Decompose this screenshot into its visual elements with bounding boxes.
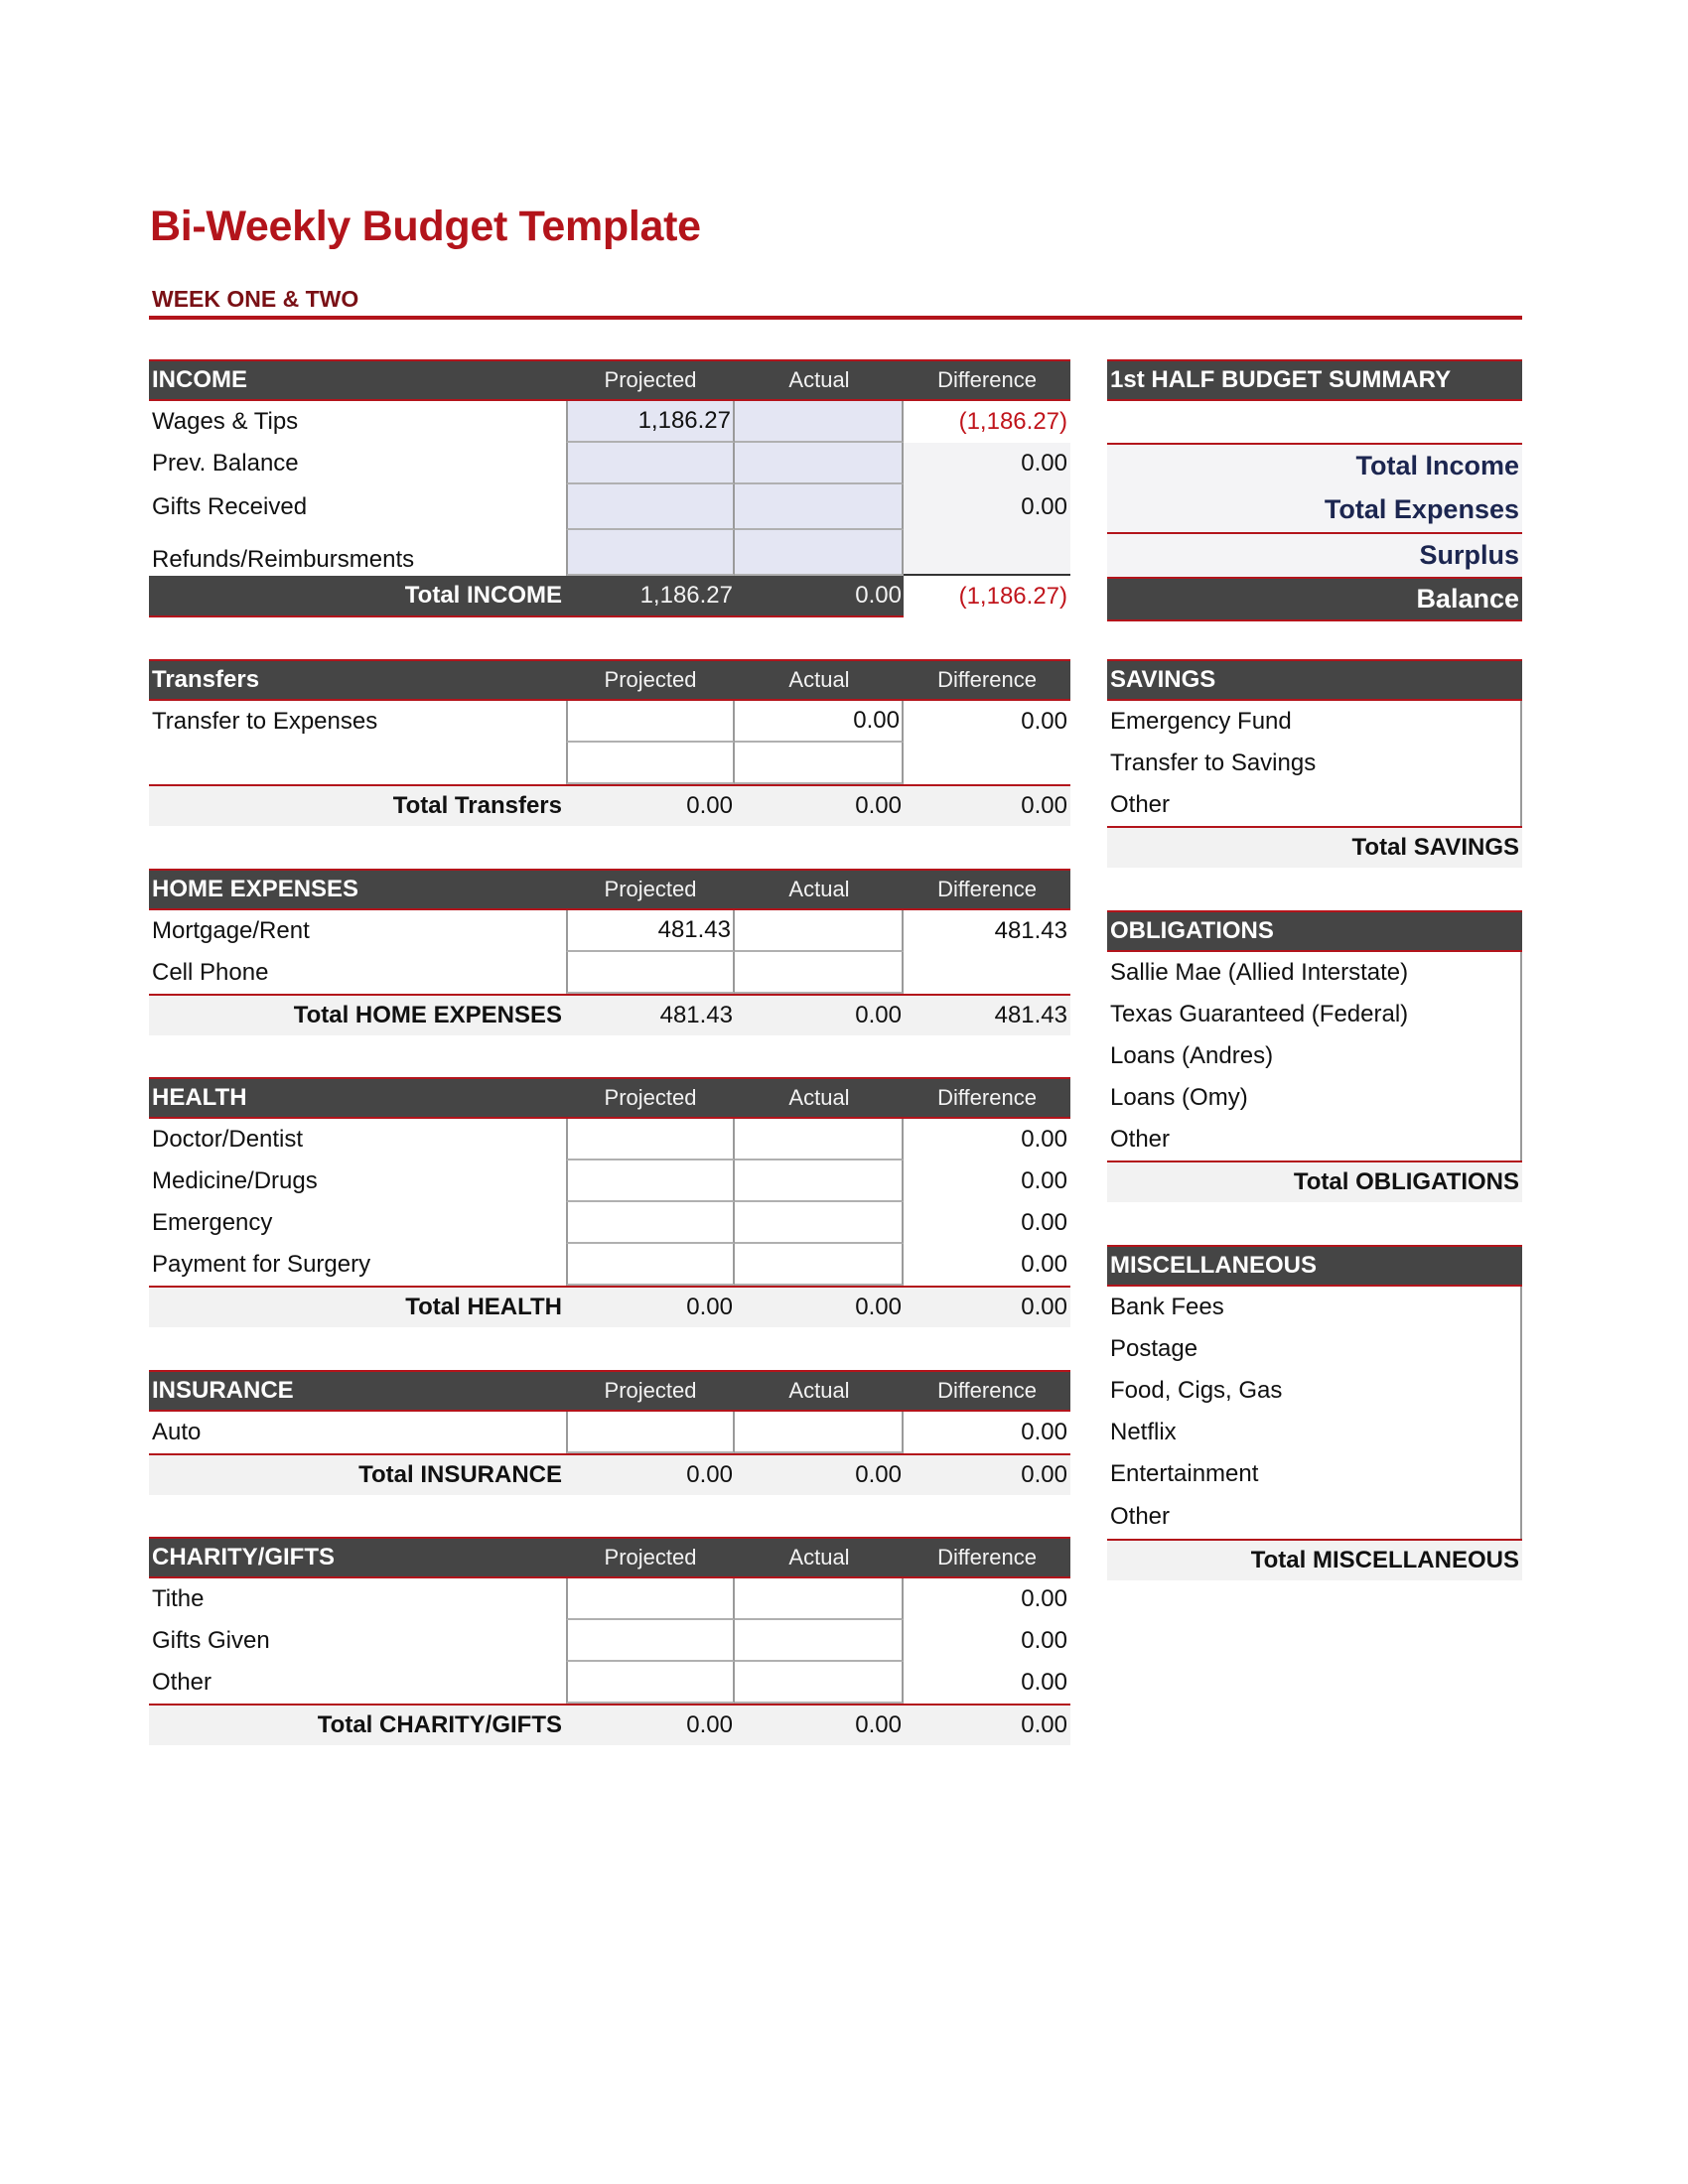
transfers-total-row	[149, 784, 1070, 826]
surplus-label: Surplus	[1107, 532, 1522, 577]
total-actual: 0.00	[855, 582, 902, 609]
health-header-row	[149, 1077, 1070, 1119]
difference-cell: 0.00	[1021, 708, 1067, 735]
total-label: Total INCOME	[404, 582, 562, 609]
difference-header: Difference	[937, 667, 1037, 692]
transfers-header-row	[149, 659, 1070, 701]
summary-spacer	[1107, 401, 1522, 443]
list-item: Transfer to Savings	[1107, 743, 1522, 784]
projected-cell[interactable]	[566, 952, 735, 994]
total-projected: 481.43	[659, 1002, 733, 1028]
row-label: Emergency	[152, 1209, 273, 1236]
projected-header: Projected	[604, 667, 697, 692]
transfers-header: Transfers	[152, 666, 260, 693]
table-row	[149, 1160, 1070, 1202]
projected-header: Projected	[604, 367, 697, 392]
difference-cell: (1,186.27)	[958, 408, 1067, 435]
projected-header: Projected	[604, 1378, 697, 1403]
table-row	[149, 1620, 1070, 1662]
home-header: HOME EXPENSES	[152, 876, 359, 902]
row-label: Auto	[152, 1419, 202, 1445]
total-expenses-label: Total Expenses	[1107, 487, 1522, 532]
table-row	[149, 1119, 1070, 1160]
health-table	[149, 1077, 1070, 1327]
actual-cell[interactable]	[735, 484, 904, 530]
obligations-total: Total OBLIGATIONS	[1107, 1160, 1522, 1202]
transfers-table	[149, 659, 1070, 826]
actual-cell[interactable]	[735, 1244, 904, 1286]
home-total-row	[149, 994, 1070, 1035]
table-row	[149, 910, 1070, 952]
projected-cell[interactable]	[566, 1160, 735, 1202]
difference-cell	[904, 952, 1070, 994]
projected-cell[interactable]	[566, 1412, 735, 1453]
actual-cell[interactable]	[735, 1202, 904, 1244]
difference-cell: 0.00	[904, 443, 1070, 484]
page-title: Bi-Weekly Budget Template	[150, 203, 701, 250]
summary-header: 1st HALF BUDGET SUMMARY	[1107, 359, 1522, 401]
projected-cell[interactable]	[566, 1578, 735, 1620]
row-label: Doctor/Dentist	[152, 1126, 304, 1153]
table-row	[149, 1412, 1070, 1453]
projected-cell[interactable]	[566, 443, 735, 484]
income-header: INCOME	[152, 366, 247, 393]
table-row	[149, 530, 1070, 576]
list-item: Netflix	[1107, 1412, 1522, 1453]
actual-cell[interactable]	[735, 1119, 904, 1160]
projected-cell[interactable]: 1,186.27	[566, 401, 735, 443]
difference-header: Difference	[937, 1085, 1037, 1110]
projected-cell[interactable]	[566, 743, 735, 784]
table-row	[149, 443, 1070, 484]
difference-header: Difference	[937, 877, 1037, 901]
projected-cell[interactable]	[566, 484, 735, 530]
difference-cell: 0.00	[1021, 1209, 1067, 1236]
row-label: Transfer to Expenses	[152, 708, 378, 735]
actual-cell[interactable]	[735, 1160, 904, 1202]
difference-cell: 0.00	[1021, 1627, 1067, 1654]
projected-cell[interactable]	[566, 1119, 735, 1160]
list-item: Other	[1107, 1119, 1522, 1160]
row-label: Medicine/Drugs	[152, 1167, 318, 1194]
actual-cell[interactable]	[735, 1620, 904, 1662]
list-item: Bank Fees	[1107, 1287, 1522, 1328]
difference-cell: 0.00	[1021, 1419, 1067, 1445]
savings-table	[1107, 659, 1522, 868]
difference-cell: 0.00	[1021, 1167, 1067, 1194]
difference-cell: 0.00	[1021, 1585, 1067, 1612]
list-item: Other	[1107, 784, 1522, 826]
total-actual: 0.00	[855, 1294, 902, 1320]
actual-cell[interactable]	[735, 443, 904, 484]
insurance-total-row	[149, 1453, 1070, 1495]
actual-header: Actual	[788, 877, 850, 901]
list-item: Entertainment	[1107, 1453, 1522, 1495]
actual-cell[interactable]	[735, 1412, 904, 1453]
projected-cell[interactable]	[566, 530, 735, 576]
table-row	[149, 952, 1070, 994]
total-projected: 0.00	[686, 1711, 733, 1738]
charity-total-row	[149, 1704, 1070, 1745]
savings-header: SAVINGS	[1107, 659, 1522, 701]
actual-header: Actual	[788, 367, 850, 392]
list-item: Sallie Mae (Allied Interstate)	[1107, 952, 1522, 994]
row-label: Prev. Balance	[152, 450, 299, 477]
projected-cell[interactable]	[566, 1620, 735, 1662]
difference-cell: 0.00	[904, 484, 1070, 530]
projected-cell[interactable]	[566, 1202, 735, 1244]
row-label: Refunds/Reimbursments	[152, 546, 415, 573]
total-label: Total HEALTH	[405, 1294, 562, 1320]
actual-cell[interactable]: 0.00	[735, 701, 904, 743]
list-item: Other	[1107, 1495, 1522, 1539]
budget-summary	[1107, 359, 1522, 621]
insurance-header: INSURANCE	[152, 1377, 294, 1404]
total-actual: 0.00	[855, 1461, 902, 1488]
total-difference: 0.00	[1021, 1294, 1067, 1320]
savings-total: Total SAVINGS	[1107, 826, 1522, 868]
home-expenses-table	[149, 869, 1070, 1035]
actual-cell[interactable]	[735, 530, 904, 576]
total-difference: 0.00	[1021, 1461, 1067, 1488]
projected-cell[interactable]	[566, 1662, 735, 1704]
row-label	[149, 743, 566, 784]
row-label: Cell Phone	[152, 959, 269, 986]
row-label: Gifts Received	[152, 493, 308, 520]
total-difference: 0.00	[1021, 1711, 1067, 1738]
total-difference: (1,186.27)	[958, 583, 1067, 610]
total-label: Total INSURANCE	[358, 1461, 562, 1488]
row-label: Wages & Tips	[152, 408, 299, 435]
health-header: HEALTH	[152, 1084, 247, 1111]
difference-header: Difference	[937, 1545, 1037, 1570]
difference-cell: 481.43	[994, 917, 1067, 944]
total-actual: 0.00	[855, 792, 902, 819]
obligations-table	[1107, 910, 1522, 1202]
actual-cell[interactable]	[735, 952, 904, 994]
total-projected: 1,186.27	[639, 582, 733, 609]
table-row	[149, 1244, 1070, 1286]
charity-table	[149, 1537, 1070, 1745]
projected-cell[interactable]	[566, 701, 735, 743]
total-label: Total CHARITY/GIFTS	[317, 1711, 562, 1738]
list-item: Food, Cigs, Gas	[1107, 1370, 1522, 1412]
difference-header: Difference	[937, 367, 1037, 392]
total-actual: 0.00	[855, 1711, 902, 1738]
misc-header: MISCELLANEOUS	[1107, 1245, 1522, 1287]
obligations-header: OBLIGATIONS	[1107, 910, 1522, 952]
projected-header: Projected	[604, 877, 697, 901]
table-row	[149, 701, 1070, 743]
total-projected: 0.00	[686, 1461, 733, 1488]
charity-header-row	[149, 1537, 1070, 1578]
health-total-row	[149, 1286, 1070, 1327]
table-row	[149, 1578, 1070, 1620]
list-item: Loans (Omy)	[1107, 1077, 1522, 1119]
list-item: Texas Guaranteed (Federal)	[1107, 994, 1522, 1035]
projected-cell[interactable]: 481.43	[566, 910, 735, 952]
total-actual: 0.00	[855, 1002, 902, 1028]
page-subtitle: WEEK ONE & TWO	[152, 286, 359, 312]
insurance-table	[149, 1370, 1070, 1495]
total-label: Total Transfers	[392, 792, 562, 819]
table-row	[149, 401, 1070, 443]
actual-header: Actual	[788, 1545, 850, 1570]
actual-cell[interactable]	[735, 743, 904, 784]
miscellaneous-table	[1107, 1245, 1522, 1580]
income-table	[149, 359, 1070, 617]
actual-cell[interactable]	[735, 910, 904, 952]
projected-cell[interactable]	[566, 1244, 735, 1286]
actual-cell[interactable]	[735, 1578, 904, 1620]
table-row	[149, 1662, 1070, 1704]
difference-cell	[904, 530, 1070, 576]
difference-cell: 0.00	[1021, 1251, 1067, 1278]
actual-cell[interactable]	[735, 1662, 904, 1704]
difference-header: Difference	[937, 1378, 1037, 1403]
projected-header: Projected	[604, 1545, 697, 1570]
total-income-label: Total Income	[1107, 443, 1522, 487]
table-row	[149, 484, 1070, 530]
row-label: Payment for Surgery	[152, 1251, 371, 1278]
list-item: Postage	[1107, 1328, 1522, 1370]
income-total-row	[149, 576, 904, 617]
row-label: Gifts Given	[152, 1627, 270, 1654]
title-divider	[149, 316, 1522, 320]
total-projected: 0.00	[686, 792, 733, 819]
table-row	[149, 1202, 1070, 1244]
home-header-row	[149, 869, 1070, 910]
difference-cell: 0.00	[1021, 1126, 1067, 1153]
projected-header: Projected	[604, 1085, 697, 1110]
balance-label: Balance	[1107, 577, 1522, 621]
actual-header: Actual	[788, 667, 850, 692]
actual-header: Actual	[788, 1378, 850, 1403]
total-difference: 0.00	[1021, 792, 1067, 819]
total-projected: 0.00	[686, 1294, 733, 1320]
row-label: Tithe	[152, 1585, 205, 1612]
difference-cell: 0.00	[1021, 1669, 1067, 1696]
table-row	[149, 743, 1070, 784]
total-label: Total HOME EXPENSES	[293, 1002, 562, 1028]
misc-total: Total MISCELLANEOUS	[1107, 1539, 1522, 1580]
total-difference: 481.43	[994, 1002, 1067, 1028]
list-item: Loans (Andres)	[1107, 1035, 1522, 1077]
insurance-header-row	[149, 1370, 1070, 1412]
income-header-row	[149, 359, 1070, 401]
row-label: Mortgage/Rent	[152, 917, 310, 944]
row-label: Other	[152, 1669, 212, 1696]
charity-header: CHARITY/GIFTS	[152, 1544, 335, 1570]
difference-cell	[904, 743, 1070, 784]
actual-cell[interactable]	[735, 401, 904, 443]
list-item: Emergency Fund	[1107, 701, 1522, 743]
actual-header: Actual	[788, 1085, 850, 1110]
